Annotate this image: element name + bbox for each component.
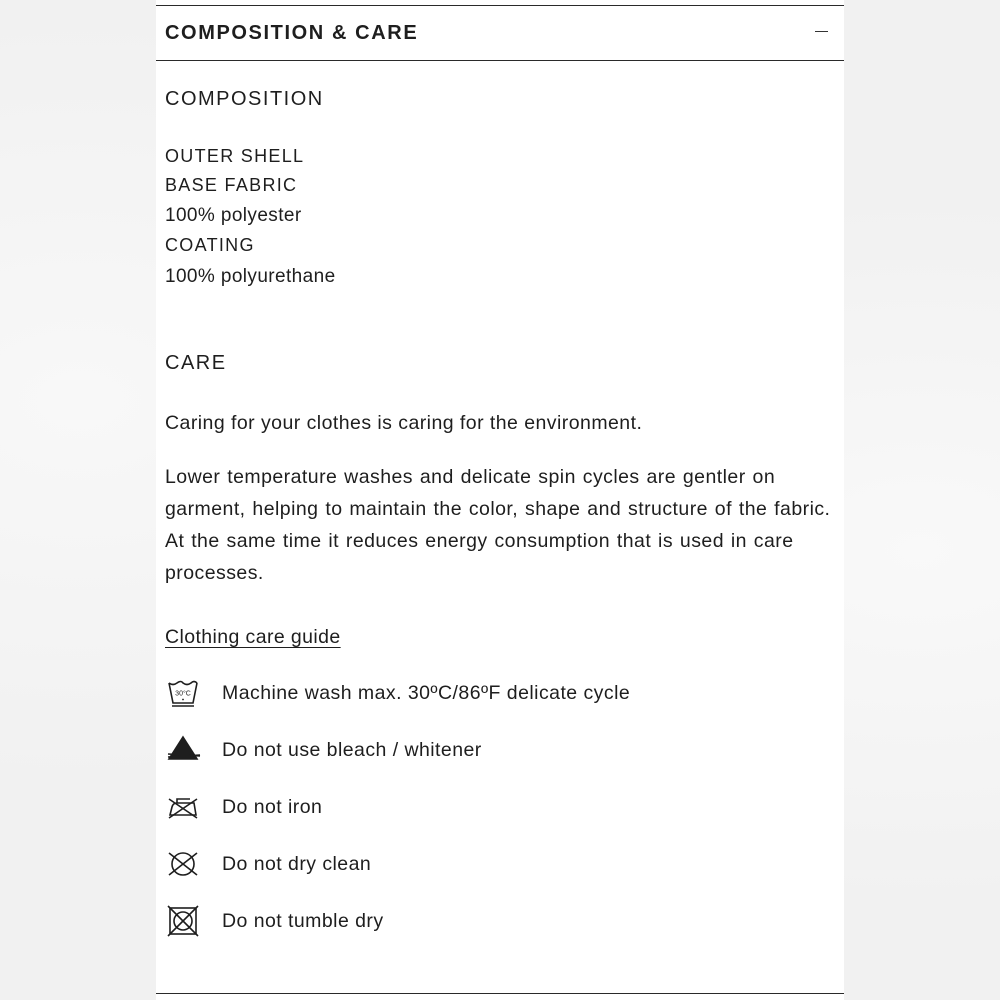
no-bleach-icon [165, 734, 201, 768]
care-instruction-text: Do not iron [222, 796, 323, 818]
header-divider [156, 60, 844, 61]
base-fabric-value: 100% polyester [165, 205, 302, 226]
care-paragraph-line: At the same time it reduces energy consumption that is used in care [165, 530, 794, 552]
care-intro: Caring for your clothes is caring for the environment. [165, 412, 643, 434]
care-paragraph-line: Lower temperature washes and delicate spin cycles are gentler on [165, 466, 776, 488]
composition-heading: COMPOSITION [165, 88, 324, 110]
no-dry-clean-icon [165, 848, 201, 882]
no-tumble-dry-icon [165, 905, 201, 939]
care-paragraph [165, 461, 835, 589]
care-instruction-dry-clean [165, 848, 825, 882]
care-instruction-text: Do not use bleach / whitener [222, 739, 482, 761]
care-instruction-tumble-dry [165, 905, 825, 939]
care-instruction-text: Do not tumble dry [222, 910, 384, 932]
coating-value: 100% polyurethane [165, 266, 336, 287]
care-instruction-wash [165, 677, 825, 711]
wash-30-icon [165, 677, 201, 711]
wash-temperature-label: 30°C [175, 690, 191, 698]
care-instruction-bleach [165, 734, 825, 768]
base-fabric-label: BASE FABRIC [165, 175, 298, 195]
coating-label: COATING [165, 235, 255, 255]
care-instruction-text: Machine wash max. 30ºC/86ºF delicate cycle [222, 682, 631, 704]
care-heading: CARE [165, 352, 227, 374]
clothing-care-guide-link[interactable]: Clothing care guide [165, 626, 341, 648]
no-iron-icon [165, 791, 201, 825]
accordion-header[interactable] [156, 6, 844, 60]
care-instruction-iron [165, 791, 825, 825]
minus-icon[interactable] [808, 18, 834, 44]
care-paragraph-line: garment, helping to maintain the color, shape and structure of the fabric. [165, 498, 831, 520]
care-paragraph-line: processes. [165, 562, 264, 584]
accordion-title: COMPOSITION & CARE [165, 22, 419, 44]
bottom-divider [156, 993, 844, 994]
outer-shell-label: OUTER SHELL [165, 146, 305, 166]
care-instruction-text: Do not dry clean [222, 853, 372, 875]
